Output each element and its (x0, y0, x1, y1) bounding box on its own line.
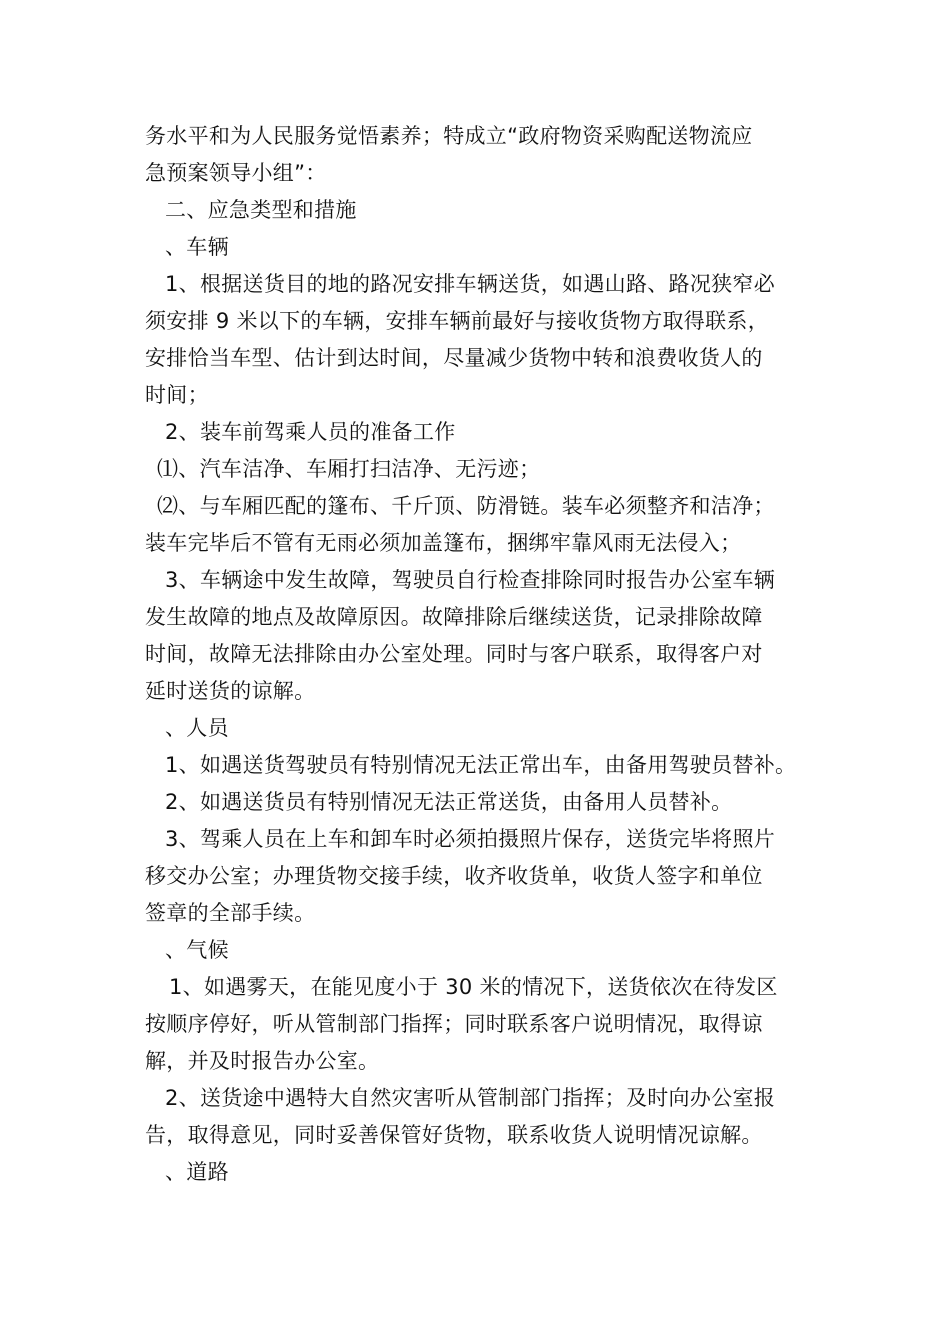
paragraph-line: 2、如遇送货员有特别情况无法正常送货，由备用人员替补。 (165, 790, 733, 814)
list-item: ⑵、与车厢匹配的篷布、千斤顶、防滑链。装车必须整齐和洁净； (157, 494, 775, 518)
paragraph-line: 延时送货的谅解。 (145, 679, 316, 703)
paragraph-line: 安排恰当车型、估计到达时间，尽量减少货物中转和浪费收货人的 (145, 346, 763, 370)
paragraph-line: 急预案领导小组”： (145, 161, 327, 185)
subsection-heading-vehicle: 、车辆 (165, 235, 229, 259)
paragraph-line: 装车完毕后不管有无雨必须加盖篷布，捆绑牢靠风雨无法侵入； (145, 531, 742, 555)
paragraph-line: 1、根据送货目的地的路况安排车辆送货，如遇山路、路况狭窄必 (165, 272, 776, 296)
subsection-heading-road: 、道路 (165, 1160, 229, 1184)
paragraph-line: 时间； (145, 383, 209, 407)
paragraph-line: 3、车辆途中发生故障，驾驶员自行检查排除同时报告办公室车辆 (165, 568, 776, 592)
paragraph-line: 务水平和为人民服务觉悟素养；特成立“政府物资采购配送物流应 (145, 124, 753, 148)
subsection-heading-personnel: 、人员 (165, 716, 229, 740)
paragraph-line: 3、驾乘人员在上车和卸车时必须拍摄照片保存，送货完毕将照片 (165, 827, 776, 851)
paragraph-line: 1、如遇送货驾驶员有特别情况无法正常出车，由备用驾驶员替补。 (165, 753, 797, 777)
paragraph-line: 时间，故障无法排除由办公室处理。同时与客户联系，取得客户对 (145, 642, 763, 666)
subsection-heading-weather: 、气候 (165, 938, 229, 962)
list-item: ⑴、汽车洁净、车厢打扫洁净、无污迹； (157, 457, 541, 481)
section-heading: 二、应急类型和措施 (165, 198, 357, 222)
paragraph-line: 签章的全部手续。 (145, 901, 316, 925)
document-body (145, 118, 825, 1191)
paragraph-line: 发生故障的地点及故障原因。故障排除后继续送货，记录排除故障 (145, 605, 763, 629)
paragraph-line: 2、装车前驾乘人员的准备工作 (165, 420, 456, 444)
paragraph-line: 移交办公室；办理货物交接手续，收齐收货单，收货人签字和单位 (145, 864, 763, 888)
paragraph-line: 告，取得意见，同时妥善保管好货物，联系收货人说明情况谅解。 (145, 1123, 763, 1147)
paragraph-line: 须安排 9 米以下的车辆，安排车辆前最好与接收货物方取得联系， (145, 309, 770, 333)
paragraph-line: 按顺序停好，听从管制部门指挥；同时联系客户说明情况，取得谅 (145, 1012, 763, 1036)
paragraph-line: 2、送货途中遇特大自然灾害听从管制部门指挥；及时向办公室报 (165, 1086, 776, 1110)
paragraph-line: 解，并及时报告办公室。 (145, 1049, 380, 1073)
paragraph-line: 1、如遇雾天，在能见度小于 30 米的情况下，送货依次在待发区 (169, 975, 778, 999)
